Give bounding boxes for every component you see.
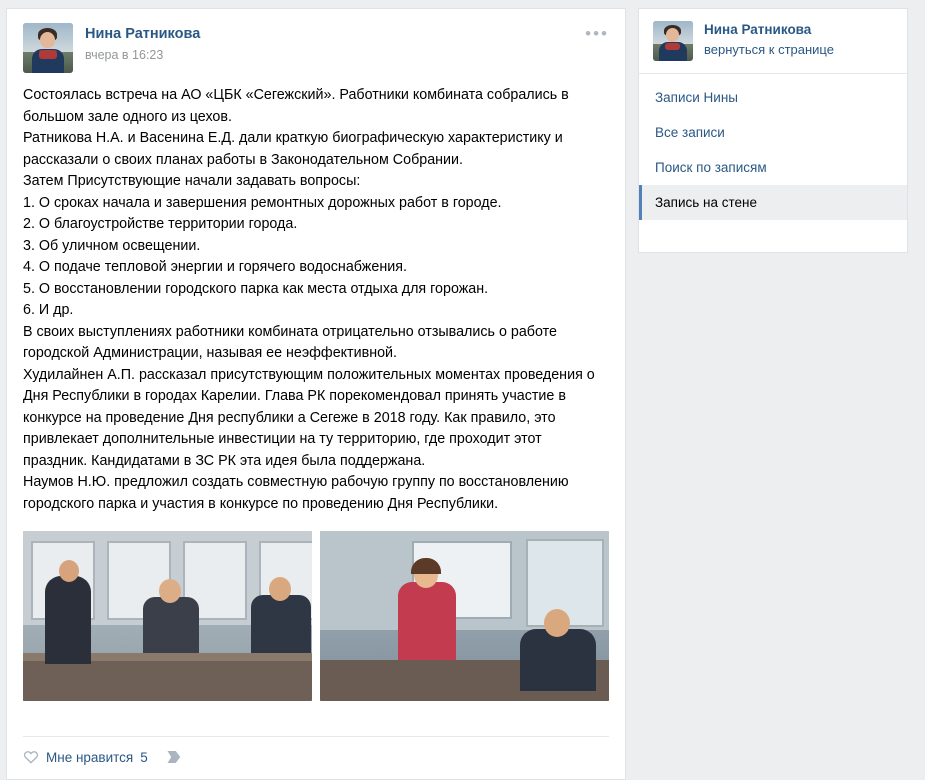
post-paragraph: Затем Присутствующие начали задавать вопросы: xyxy=(23,173,361,189)
post-list-item: 3. Об уличном освещении. xyxy=(23,237,201,254)
post-paragraph: Худилайнен А.П. рассказал присутствующим положительных моментах проведения о Дня Республики в городах Карелии. Глава РК порекомендовал принять участие в конкурсе на проведение Дня республики а Сегеже в 2018 году. Как правило, это привлекает дополнительные инвестиции на ту территорию, где проходит этот праздник. Кандидатами в ЗС РК эта идея была поддержана. xyxy=(23,366,595,469)
sidebar-profile-text xyxy=(704,21,834,59)
heart-icon xyxy=(23,749,39,765)
post-photos xyxy=(23,531,609,701)
sidebar-avatar[interactable] xyxy=(653,21,693,61)
sidebar-profile xyxy=(639,21,907,74)
sidebar-menu xyxy=(639,74,907,220)
post-list-item: 2. О благоустройстве территории города. xyxy=(23,216,298,232)
share-icon[interactable] xyxy=(166,749,184,765)
sidebar xyxy=(638,8,908,253)
sidebar-item-poisk-po-zapisyam[interactable]: Поиск по записям xyxy=(655,160,767,175)
photo-meeting-hall[interactable] xyxy=(23,531,312,701)
post-paragraph: Ратникова Н.А. и Васенина Е.Д. дали краткую биографическую характеристику и рассказали о своих планах работы в Законодательном Собрании. xyxy=(23,130,563,168)
post-paragraph: Состоялась встреча на АО «ЦБК «Сегежский». Работники комбината собрались в большом зале одного из цехов. xyxy=(23,87,569,125)
post-list-item: 6. И др. xyxy=(23,302,74,318)
like-button[interactable] xyxy=(23,749,148,765)
sidebar-profile-name[interactable]: Нина Ратникова xyxy=(704,22,812,37)
post-paragraph: В своих выступлениях работники комбината отрицательно отзывались о работе городской Администрации, называя ее неэффективной. xyxy=(23,323,557,361)
sidebar-item-zapisi-niny[interactable]: Записи Нины xyxy=(655,90,739,105)
like-count: 5 xyxy=(140,749,148,765)
post-author-block xyxy=(85,23,200,64)
post-list-item: 1. О сроках начала и завершения ремонтных дорожных работ в городе. xyxy=(23,194,502,211)
sidebar-item-zapis-na-stene[interactable]: Запись на стене xyxy=(639,185,907,220)
post-card xyxy=(6,8,626,780)
post-list-item: 5. О восстановлении городского парка как места отдыха для горожан. xyxy=(23,280,489,297)
avatar[interactable] xyxy=(23,23,73,73)
post-text xyxy=(23,85,609,515)
like-label: Мне нравится xyxy=(46,749,134,765)
post-footer xyxy=(23,736,609,765)
post-list-item: 4. О подаче тепловой энергии и горячего водоснабжения. xyxy=(23,259,407,275)
photo-speaker-woman[interactable] xyxy=(320,531,610,701)
post-header xyxy=(23,23,609,73)
post-date[interactable]: вчера в 16:23 xyxy=(85,48,164,62)
sidebar-back-link[interactable]: вернуться к странице xyxy=(704,42,834,57)
sidebar-item-vse-zapisi[interactable]: Все записи xyxy=(655,125,725,140)
post-paragraph: Наумов Н.Ю. предложил создать совместную рабочую группу по восстановлению городского парка и участия в конкурсе по проведению Дня Республики. xyxy=(23,474,569,512)
more-options-icon[interactable]: ••• xyxy=(585,24,609,43)
post-author-link[interactable]: Нина Ратникова xyxy=(85,26,201,42)
